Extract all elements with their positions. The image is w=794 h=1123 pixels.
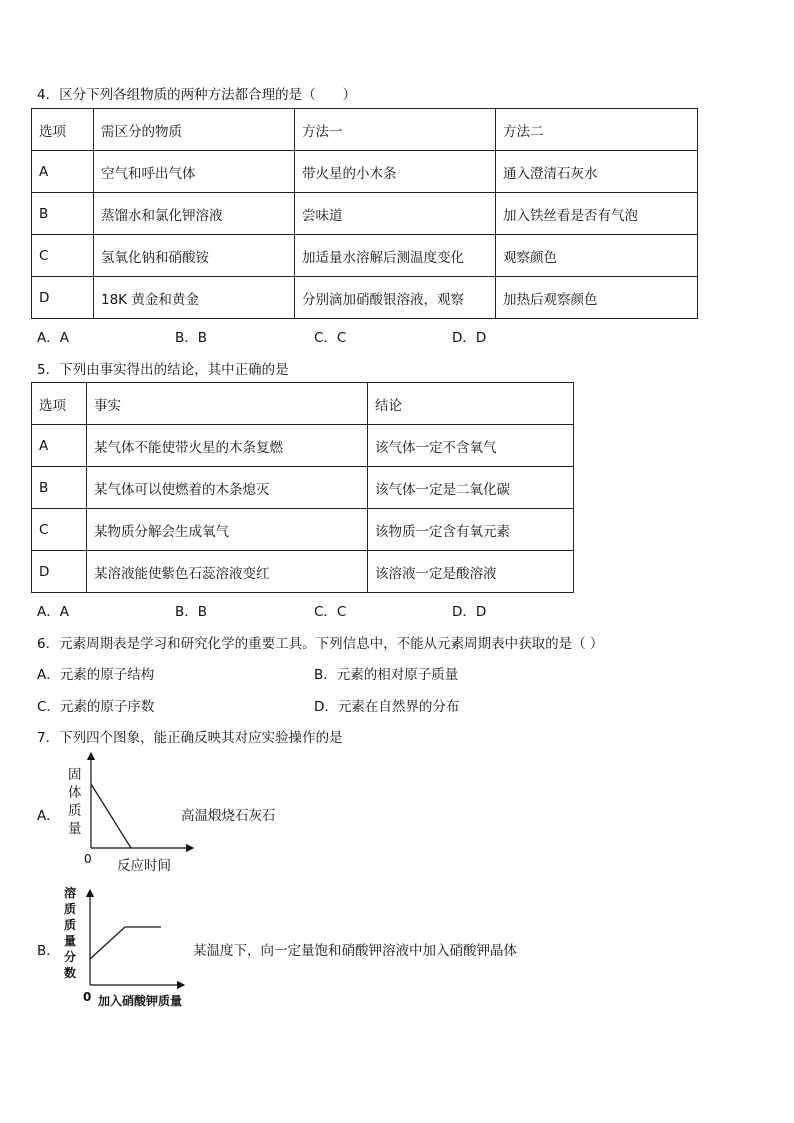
table-cell: 加适量水溶解后测温度变化: [295, 235, 496, 277]
graph-b-ylabel-char: 数: [64, 966, 77, 980]
graph-b-ylabel-char: 溶: [64, 886, 77, 900]
graph-a-caption: 高温煅烧石灰石: [181, 808, 276, 824]
table-cell: 该气体一定是二氧化碳: [368, 467, 574, 509]
table-cell: 尝味道: [295, 193, 496, 235]
graph-a-ylabel-char: 量: [68, 821, 82, 837]
table-header-cell: 方法一: [295, 109, 496, 151]
q4-table: [31, 108, 698, 319]
q7-option-a-label[interactable]: A．: [37, 808, 60, 824]
table-cell: B: [32, 467, 87, 509]
table-header-cell: 选项: [32, 383, 87, 425]
graph-a-ylabel-char: 固: [68, 767, 82, 783]
graph-b-ylabel-char: 质: [64, 902, 77, 916]
q7-option-b-label[interactable]: B．: [37, 943, 60, 959]
q6-stem: 6．元素周期表是学习和研究化学的重要工具。下列信息中，不能从元素周期表中获取的是（ ）: [37, 636, 604, 652]
table-header-row: [32, 109, 698, 151]
q6-option-a[interactable]: A．元素的原子结构: [37, 667, 155, 683]
table-cell: 空气和呼出气体: [94, 151, 295, 193]
table-cell: D: [32, 277, 94, 319]
graph-b-ylabel-char: 分: [64, 950, 77, 964]
table-cell: A: [32, 425, 87, 467]
table-row: [32, 151, 698, 193]
table-cell: A: [32, 151, 94, 193]
graph-b-origin: 0: [83, 990, 92, 1004]
graph-a-xlabel: 反应时间: [117, 858, 171, 874]
table-row: [32, 425, 574, 467]
table-cell: 分别滴加硝酸银溶液，观察: [295, 277, 496, 319]
graph-b-xlabel: 加入硝酸钾质量: [98, 994, 183, 1008]
q6-option-b[interactable]: B．元素的相对原子质量: [314, 667, 459, 683]
table-cell: 某物质分解会生成氧气: [87, 509, 368, 551]
q6-option-d[interactable]: D．元素在自然界的分布: [314, 699, 460, 715]
table-header-cell: 方法二: [496, 109, 698, 151]
graph-b-ylabel: [64, 885, 78, 981]
q4-option-d[interactable]: D．D: [452, 330, 487, 346]
graph-b-ylabel-char: 量: [64, 934, 77, 948]
graph-a-ylabel-char: 质: [68, 803, 82, 819]
table-row: [32, 509, 574, 551]
graph-a-curve: [91, 784, 131, 848]
graph-a-ylabel-char: 体: [68, 785, 82, 801]
table-cell: 加热后观察颜色: [496, 277, 698, 319]
table-cell: 某溶液能使紫色石蕊溶液变红: [87, 551, 368, 593]
q4-option-b[interactable]: B．B: [175, 330, 208, 346]
table-cell: 18K 黄金和黄金: [94, 277, 295, 319]
table-cell: 观察颜色: [496, 235, 698, 277]
graph-b-caption: 某温度下，向一定量饱和硝酸钾溶液中加入硝酸钾晶体: [193, 943, 517, 959]
table-cell: 氢氧化钠和硝酸铵: [94, 235, 295, 277]
table-row: [32, 193, 698, 235]
graph-b-ylabel-char: 质: [64, 918, 77, 932]
table-cell: C: [32, 509, 87, 551]
table-cell: 某气体可以使燃着的木条熄灭: [87, 467, 368, 509]
table-cell: 该物质一定含有氧元素: [368, 509, 574, 551]
q4-option-a[interactable]: A．A: [37, 330, 69, 346]
table-cell: B: [32, 193, 94, 235]
q5-option-d[interactable]: D．D: [452, 604, 487, 620]
table-cell: D: [32, 551, 87, 593]
graph-a-origin: 0: [84, 852, 92, 866]
q5-option-a[interactable]: A．A: [37, 604, 69, 620]
q4-option-c[interactable]: C．C: [314, 330, 347, 346]
table-cell: 带火星的小木条: [295, 151, 496, 193]
q6-option-c[interactable]: C．元素的原子序数: [37, 699, 155, 715]
graph-b-curve: [90, 927, 161, 959]
q5-option-b[interactable]: B．B: [175, 604, 208, 620]
table-cell: 通入澄清石灰水: [496, 151, 698, 193]
q5-stem: 5．下列由事实得出的结论，其中正确的是: [37, 362, 289, 378]
table-header-row: [32, 383, 574, 425]
table-cell: C: [32, 235, 94, 277]
table-row: [32, 277, 698, 319]
graph-b-axes: [83, 889, 183, 989]
table-row: [32, 551, 574, 593]
graph-a-axes: [84, 752, 194, 852]
table-cell: 该气体一定不含氧气: [368, 425, 574, 467]
q5-option-c[interactable]: C．C: [314, 604, 347, 620]
graph-a-ylabel: [68, 766, 84, 838]
q7-stem: 7．下列四个图象，能正确反映其对应实验操作的是: [37, 730, 343, 746]
table-row: [32, 467, 574, 509]
table-cell: 加入铁丝看是否有气泡: [496, 193, 698, 235]
table-header-cell: 结论: [368, 383, 574, 425]
q4-stem: 4．区分下列各组物质的两种方法都合理的是（ ）: [37, 87, 357, 103]
q5-table: [31, 382, 574, 593]
table-header-cell: 选项: [32, 109, 94, 151]
table-header-cell: 需区分的物质: [94, 109, 295, 151]
table-row: [32, 235, 698, 277]
table-cell: 蒸馏水和氯化钾溶液: [94, 193, 295, 235]
table-cell: 某气体不能使带火星的木条复燃: [87, 425, 368, 467]
table-cell: 该溶液一定是酸溶液: [368, 551, 574, 593]
table-header-cell: 事实: [87, 383, 368, 425]
